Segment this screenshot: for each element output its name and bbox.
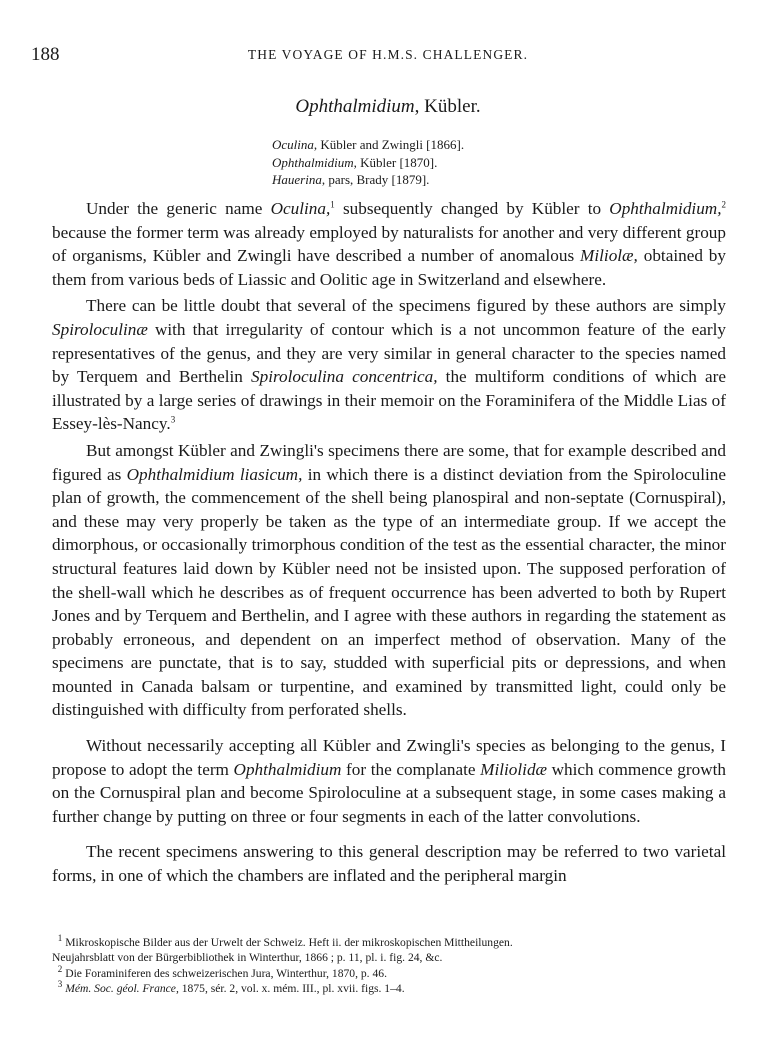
paragraph-1: Under the generic name Oculina,$^1$ subsequently changed by Kübler to Ophthalmidium,$^2$ because the former term was already employed by naturalists for another and very different group of organisms, Kübler and Zwingli have described a number of anomalous Miliolæ, obtained by them from various beds of Liassic and Oolitic age in Switzerland and elsewhere. [52, 199, 726, 289]
genus-name: Ophthalmidium [295, 96, 415, 117]
footnote-1-continued: Neujahrsblatt von der Bürgerbibliothek in Winterthur, 1866 ; p. 11, pl. i. fig. 24, &c. [52, 951, 443, 965]
synonym-line [272, 136, 464, 154]
footnotes [52, 935, 742, 996]
page-header [0, 44, 776, 70]
running-title: THE VOYAGE OF H.M.S. CHALLENGER. [247, 47, 529, 62]
paragraph-3: But amongst Kübler and Zwingli's specimens there are some, that for example described and figured as Ophthalmidium liasicum, in which there is a distinct deviation from the Spiroloculine plan of growth, the commencement of the shell being planospiral and non-septate (Cornuspiral), and these may very properly be taken as the type of an intermediate group. If we accept the dimorphous, or occasionally trimorphous condition of the test as the essential character, the minor structural features laid down by Kübler need not be insisted upon. The supposed perforation of the shell-wall which he describes as of frequent occurrence has been adverted to both by Rupert Jones and by Terquem and Berthelin, and I agree with these authors in regarding the statement as probably erroneous, and dependent on an imperfect method of observation. Many of the specimens are punctate, that is to say, studded with superficial pits or depressions, and when mounted in Canada balsam or turpentine, and examined by transmitted light, could only be distinguished with difficulty from perforated shells. [52, 440, 726, 720]
body-text [52, 197, 726, 888]
synonym-line [272, 171, 464, 189]
synonym-name: Oculina [272, 137, 314, 152]
paragraph-2: There can be little doubt that several of the specimens figured by these authors are simply Spiroloculinæ with that irregularity of contour which is a not uncommon feature of the early representatives of the genus, and they are very similar in general character to the species named by Terquem and Berthelin Spiroloculina concentrica, the multiform conditions of which are illustrated by a large series of drawings in their memoir on the Foraminifera of the Middle Lias of Essey-lès-Nancy.$^3$ [52, 296, 726, 434]
synonym-reference: , Kübler and Zwingli [1866]. [313, 137, 465, 152]
genus-author: , Kübler. [414, 96, 481, 117]
footnote-ref: 1 [330, 199, 335, 210]
footnote-2: $^2$ Die Foraminiferen des schweizerischen Jura, Winterthur, 1870, p. 46. [57, 963, 387, 980]
genus-heading [0, 96, 776, 118]
footnote-ref: 3 [170, 414, 176, 425]
synonym-reference: , Kübler [1870]. [353, 154, 438, 170]
footnote-3: $^3$ Mém. Soc. géol. France, 1875, sér. 2, vol. x. mém. III., pl. xvii. figs. 1–4. [57, 979, 405, 995]
synonym-name: Hauerina [272, 172, 322, 187]
synonym-line [272, 154, 464, 172]
synonym-name: Ophthalmidium [272, 154, 354, 170]
paragraph-5: The recent specimens answering to this general description may be referred to two varietal forms, in one of which the chambers are inflated and the peripheral margin [52, 842, 726, 886]
footnote-ref: 2 [721, 199, 726, 210]
paragraph-4: Without necessarily accepting all Kübler and Zwingli's species as belonging to the genus, I propose to adopt the term Ophthalmidium for the complanate Miliolidæ which commence growth on the Cornuspiral plan and become Spiroloculine at a subsequent stage, in some cases making a further change by putting on three or four segments in each of the latter convolutions. [52, 736, 726, 826]
synonym-reference: , pars, Brady [1879]. [321, 172, 430, 187]
page-number: 188 [31, 44, 60, 65]
synonymy-list [272, 136, 464, 189]
footnote-1: $^1$ Mikroskopische Bilder aus der Urwelt der Schweiz. Heft ii. der mikroskopischen Mittheilungen. [57, 933, 513, 949]
